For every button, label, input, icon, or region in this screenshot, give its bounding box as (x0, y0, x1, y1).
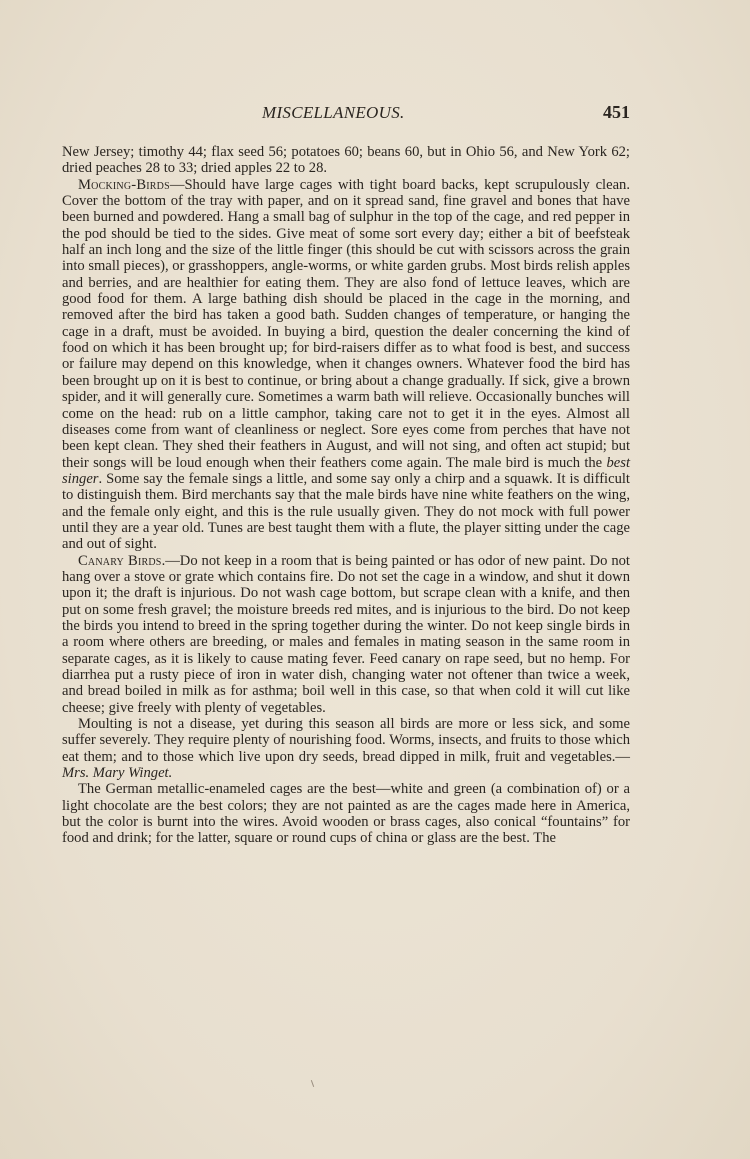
paragraph-text: New Jersey; timothy 44; flax seed 56; potatoes 60; beans 60, but in Ohio 56, and New York 62; dried peaches 28 to 33; dried apples 22 to 28. (62, 144, 630, 177)
section-heading-canary-birds: Canary Birds (78, 552, 162, 569)
page-header (62, 103, 630, 129)
paragraph-cages (62, 781, 630, 846)
paragraph-moulting (62, 716, 630, 781)
paragraph-continuation (62, 144, 630, 177)
paragraph-canary-birds (62, 553, 630, 716)
running-head: MISCELLANEOUS. (262, 103, 405, 122)
paragraph-text: . Some say the female sings a little, and some say only a chirp and a squawk. It is difficult to distinguish them. Bird merchants say that the male birds have nine white feathers on the wing, and the female only eight, and this is the rule usually given. They do not mock with full power until they are a year old. Tunes are best taught them with a flute, the player sitting under the cage and out of sight. (62, 470, 630, 553)
paragraph-text: —Should have large cages with tight board backs, kept scrupulously clean. Cover the bottom of the tray with paper, and on it spread sand, fine gravel and bones that have been burned and powdered. Hang a small bag of sulphur in the top of the cage, and red pepper in the pod should be tied to the sides. Give meat of some sort every day; either a bit of beefsteak half an inch long and the size of the little finger (this should be cut with scissors across the grain into small pieces), or grasshoppers, angle-worms, or white garden grubs. Most birds relish apples and berries, and are healthier for eating them. They are also fond of lettuce leaves, which are good food for them. A large bathing dish should be placed in the cage in the morning, and removed after the bird has taken a good bath. Sudden changes of temperature, or hanging the cage in a draft, must be avoided. In buying a bird, question the dealer concerning the kind of food on which it has been brought up; for bird-raisers differ as to what food is best, and success or failure may depend on this knowledge, when it changes owners. Whatever food the bird has been brought up on it is best to continue, or bring about a change gradually. If sick, give a brown spider, and it will generally cure. Sometimes a warm bath will relieve. Occasionally bunches will come on the head: rub on a little camphor, taking care not to get it in the eyes. Almost all diseases come from want of cleanliness or neglect. Sore eyes come from perches that have not been kept clean. They shed their feathers in August, and will not sing, and often act stupid; but their songs will be loud enough when their feathers come again. The male bird is much the (62, 176, 630, 471)
attribution: Mrs. Mary Winget. (62, 765, 173, 782)
paragraph-mocking-birds (62, 177, 630, 553)
paragraph-text: The German metallic-enameled cages are the best—white and green (a combination of) or a light chocolate are the best colors; they are not painted as are the cages made here in America, but the color is burnt into the wires. Avoid wooden or brass cages, also conical “fountains” for food and drink; for the latter, square or round cups of china or glass are the best. The (62, 781, 630, 847)
paragraph-text: .—Do not keep in a room that is being painted or has odor of new paint. Do not hang over a stove or grate which contains fire. Do not set the cage in a window, and shut it down upon it; the draft is injurious. Do not wash cage bottom, but scrape clean with a knife, and then put on some fresh gravel; the moisture breeds red mites, and is injurious to the bird. Do not keep the birds you intend to breed in the spring together during the winter. Do not keep single birds in a room where others are breeding, or males and females in mating season in the same room in separate cages, as it is likely to cause mating fever. Feed canary on rape seed, but no hemp. For diarrhea put a rusty piece of iron in water dish, changing water not oftener than twice a week, and bread boiled in milk as for asthma; boil well in this case, so that when cold it will cut like cheese; give freely with plenty of vegetables. (62, 552, 630, 716)
page-number: 451 (603, 102, 630, 122)
stray-ink-mark (311, 1080, 314, 1087)
body-text (62, 144, 630, 847)
section-heading-mocking-birds: Mocking-Birds (78, 176, 170, 193)
paragraph-text: Moulting is not a disease, yet during this season all birds are more or less sick, and some suffer severely. They require plenty of nourishing food. Worms, insects, and fruits to those which eat them; and to those which live upon dry seeds, bread dipped in milk, fruit and vegetables.— (62, 716, 630, 765)
emphasis-text: best singer (62, 454, 630, 487)
